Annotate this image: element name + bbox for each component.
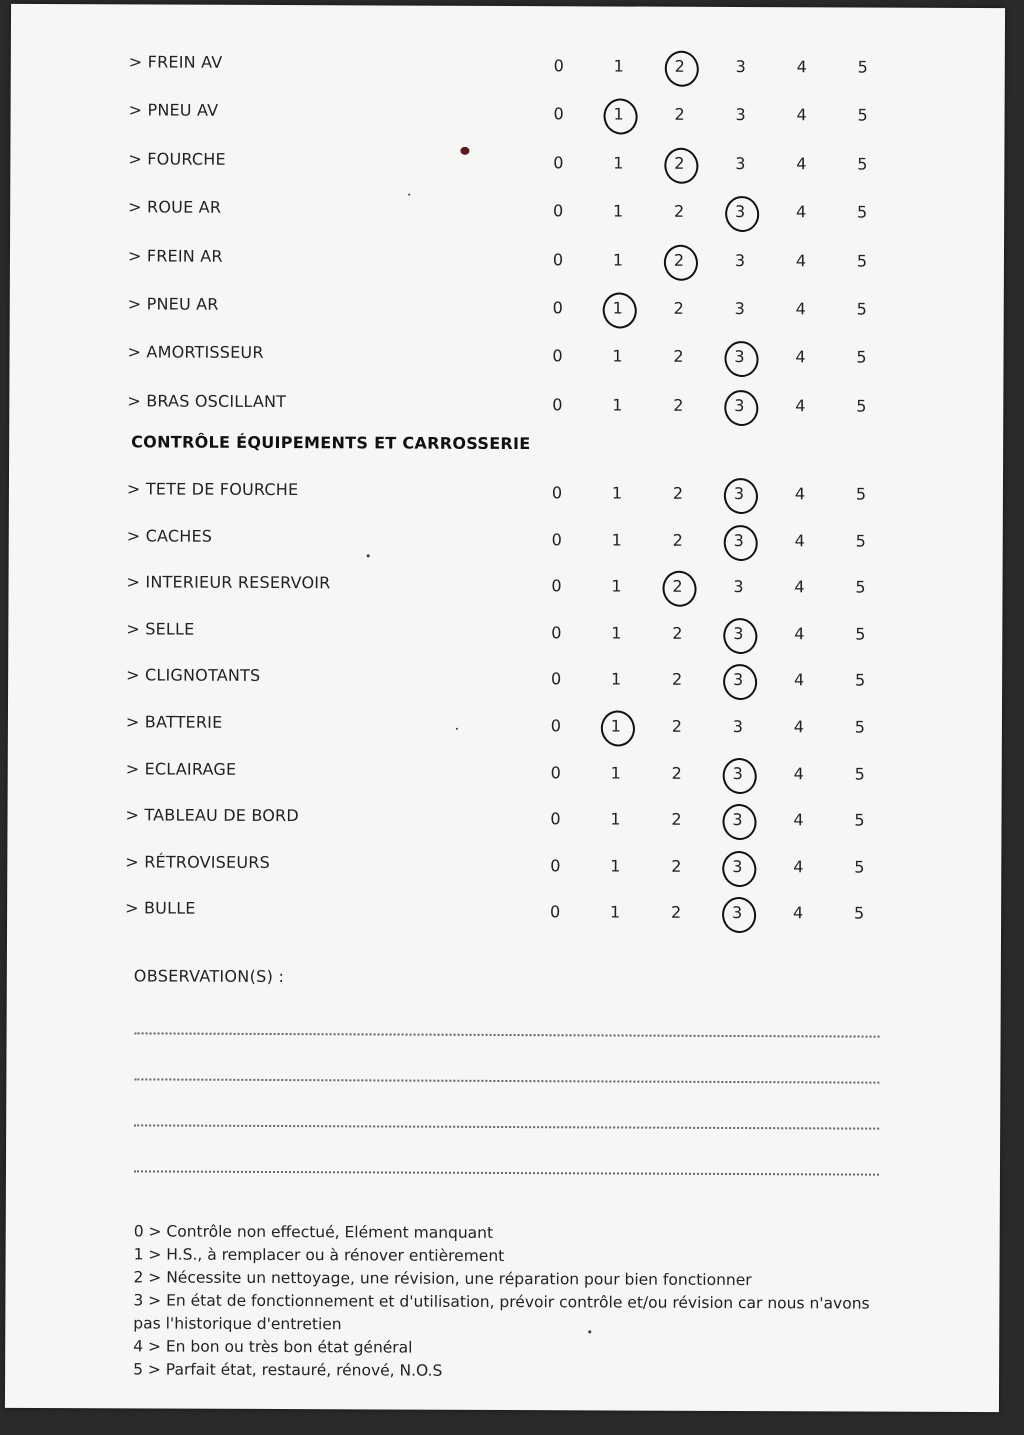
score-number: 1 [613,201,624,221]
score-option[interactable] [841,809,877,833]
score-number: 3 [735,202,746,222]
score-number: 2 [672,623,683,643]
score-option[interactable] [600,248,636,272]
score-option[interactable] [660,482,696,506]
score-option[interactable] [538,761,574,785]
rating-row [11,100,1005,132]
score-number: 1 [610,669,622,689]
rating-row [8,665,1002,697]
score-number: 3 [732,670,744,690]
rating-row [7,852,1001,884]
score-number: 4 [794,624,805,644]
rating-row [9,479,1003,511]
legend-line: 5 > Parfait état, restauré, rénové, N.O.S [133,1360,443,1380]
score-number: 3 [734,250,746,270]
legend-line: 3 > En état de fonctionnement et d'utilisation, prévoir contrôle et/ou révision car nous n'avons pas l'historique d'entretien [133,1291,870,1334]
score-number: 4 [796,202,807,222]
score-option[interactable] [598,575,634,599]
score-number: 5 [857,57,868,77]
score-number: 5 [855,484,867,504]
rating-row [8,619,1002,651]
score-option[interactable] [782,529,818,553]
score-number: 2 [673,250,685,270]
score-number: 5 [857,202,868,222]
score-number: 0 [552,249,564,269]
score-circled[interactable] [661,151,697,175]
score-circled[interactable] [719,901,755,925]
score-option[interactable] [540,151,576,175]
score-number: 1 [612,346,623,366]
score-number: 1 [609,902,621,922]
rating-row [9,342,1003,374]
score-number: 3 [734,298,745,319]
score-option[interactable] [537,807,573,831]
score-number: 4 [796,154,807,174]
score-option[interactable] [538,668,574,692]
score-option[interactable] [783,152,819,176]
score-circled[interactable] [720,668,756,692]
score-number: 1 [610,856,621,876]
score-number: 2 [671,716,683,736]
score-number: 0 [553,153,564,173]
score-option[interactable] [782,346,818,370]
rating-row [8,712,1002,744]
score-circled[interactable] [719,808,755,832]
score-option[interactable] [658,854,694,878]
score-option[interactable] [842,622,878,646]
score-number: 0 [552,298,563,318]
component-label: > FREIN AR [127,245,223,266]
score-option[interactable] [783,297,819,321]
score-option[interactable] [845,104,881,128]
score-option[interactable] [599,393,635,417]
rating-row [9,391,1003,423]
score-circled[interactable] [661,248,697,272]
score-number: 3 [735,153,746,173]
score-number: 3 [735,57,746,77]
legend-line: 2 > Nécessite un nettoyage, une révision, une réparation pour bien fonctionner [133,1268,752,1290]
score-number: 5 [856,299,867,319]
score-number: 2 [671,763,682,783]
score-option[interactable] [658,808,694,832]
score-number: 4 [792,903,804,923]
score-option[interactable] [661,297,697,321]
score-option[interactable] [539,393,575,417]
score-option[interactable] [597,901,633,925]
score-option[interactable] [540,248,576,272]
score-option[interactable] [538,714,574,738]
ink-speck [456,728,458,730]
score-number: 2 [674,201,685,221]
score-option[interactable] [539,345,575,369]
score-option[interactable] [781,669,817,693]
component-label: > BULLE [125,898,196,919]
score-number: 4 [795,396,806,416]
rating-row [7,805,1001,837]
score-option[interactable] [841,902,877,926]
score-number: 0 [550,762,561,782]
legend-line: 1 > H.S., à remplacer ou à rénover entièrement [133,1245,505,1266]
score-option[interactable] [844,297,880,321]
score-number: 5 [856,251,868,271]
score-number: 3 [732,856,743,876]
score-option[interactable] [601,54,637,78]
score-option[interactable] [660,528,696,552]
score-circled[interactable] [721,345,757,369]
score-number: 5 [855,577,866,597]
score-number: 4 [794,577,805,597]
score-option[interactable] [843,529,879,553]
score-option[interactable] [598,761,634,785]
score-number: 0 [549,902,561,922]
score-option[interactable] [537,901,573,925]
score-number: 2 [671,809,682,829]
score-option[interactable] [720,575,756,599]
score-number: 3 [734,347,745,367]
score-number: 2 [671,670,683,690]
rating-row [7,898,1001,930]
score-number: 2 [674,105,685,125]
score-number: 1 [610,809,621,829]
score-option[interactable] [843,346,879,370]
score-option[interactable] [537,854,573,878]
score-option[interactable] [780,902,816,926]
score-number: 5 [853,903,865,923]
score-number: 0 [551,483,563,503]
score-number: 3 [735,105,746,125]
score-number: 0 [550,716,562,736]
score-option[interactable] [843,394,879,418]
score-option[interactable] [660,393,696,417]
score-number: 5 [856,396,867,416]
score-option[interactable] [783,249,819,273]
score-number: 3 [732,763,743,783]
score-option[interactable] [540,296,576,320]
rating-row [10,149,1004,181]
score-number: 3 [731,903,743,923]
score-number: 5 [855,531,866,551]
score-option[interactable] [599,345,635,369]
score-number: 1 [611,483,623,503]
score-number: 1 [612,298,623,318]
score-circled[interactable] [720,762,756,786]
component-label: > TABLEAU DE BORD [125,805,299,826]
score-number: 4 [794,484,806,504]
score-option[interactable] [538,574,574,598]
score-circled[interactable] [601,103,637,127]
component-label: > INTERIEUR RESERVOIR [126,572,331,593]
score-number: 0 [550,855,561,876]
score-number: 4 [796,57,807,77]
score-option[interactable] [844,152,880,176]
score-option[interactable] [783,200,819,224]
component-label: > ECLAIRAGE [125,758,237,779]
score-number: 2 [674,56,685,76]
score-number: 5 [854,857,865,877]
score-option[interactable] [842,669,878,693]
score-option[interactable] [659,761,695,785]
score-option[interactable] [842,576,878,600]
score-number: 5 [854,764,865,784]
component-label: > AMORTISSEUR [127,342,264,363]
observation-line [134,1170,879,1175]
score-option[interactable] [658,901,694,925]
score-number: 5 [857,154,868,174]
component-label: > BATTERIE [125,712,223,732]
score-circled[interactable] [721,394,757,418]
score-option[interactable] [659,621,695,645]
score-number: 0 [552,395,563,415]
score-number: 1 [613,56,624,76]
score-number: 1 [610,716,622,736]
rating-row [8,572,1002,604]
score-option[interactable] [598,621,634,645]
component-label: > FOURCHE [128,149,226,169]
score-circled[interactable] [659,575,695,599]
score-number: 3 [734,395,745,415]
legend-line: 0 > Contrôle non effectué, Elément manquant [133,1222,494,1242]
score-number: 0 [551,529,562,549]
score-number: 2 [672,530,683,550]
score-number: 0 [551,622,562,643]
score-number: 3 [732,716,744,737]
section-title: CONTRÔLE ÉQUIPEMENTS ET CARROSSERIE [131,432,531,454]
score-option[interactable] [662,103,698,127]
score-option[interactable] [659,715,695,739]
score-option[interactable] [722,249,758,273]
score-number: 0 [550,669,562,689]
ink-speck [460,147,469,155]
score-option[interactable] [841,855,877,879]
score-number: 4 [795,347,806,367]
score-number: 2 [670,903,682,923]
score-option[interactable] [780,855,816,879]
score-option[interactable] [539,481,575,505]
component-label: > CACHES [126,525,213,546]
component-label: > ROUE AR [128,197,222,217]
observations-label: OBSERVATION(S) : [133,966,285,987]
ink-speck [367,554,370,557]
inspection-sheet [5,4,1005,1412]
score-number: 1 [610,763,621,783]
score-option[interactable] [842,762,878,786]
score-option[interactable] [782,394,818,418]
score-option[interactable] [600,151,636,175]
score-number: 0 [553,201,564,221]
score-number: 3 [733,530,744,550]
chassis-rows [11,4,1005,416]
legend-line: 4 > En bon ou très bon état général [133,1337,413,1357]
score-option[interactable] [540,199,576,223]
score-number: 3 [733,623,744,643]
score-number: 5 [854,810,865,830]
score-option[interactable] [659,668,695,692]
rating-row [9,525,1003,557]
score-option[interactable] [722,297,758,321]
score-legend [133,1220,894,1384]
score-number: 2 [674,153,685,173]
rating-row [11,52,1005,84]
score-number: 4 [793,857,804,877]
score-circled[interactable] [600,296,636,320]
score-option[interactable] [539,528,575,552]
score-option[interactable] [541,103,577,127]
rating-row [8,758,1002,790]
score-number: 4 [793,810,804,830]
score-number: 1 [611,530,622,550]
score-option[interactable] [600,200,636,224]
score-number: 4 [793,763,804,783]
component-label: > CLIGNOTANTS [126,665,261,686]
score-number: 1 [613,153,624,173]
score-option[interactable] [780,808,816,832]
score-circled[interactable] [720,622,756,646]
score-number: 0 [553,56,564,76]
score-number: 0 [550,809,561,829]
score-option[interactable] [660,345,696,369]
score-option[interactable] [844,249,880,273]
rating-row [10,294,1004,326]
score-number: 2 [673,395,684,415]
component-label: > TETE DE FOURCHE [126,479,299,500]
score-number: 0 [552,346,563,366]
score-number: 5 [857,105,868,125]
rating-row [10,197,1004,229]
score-circled[interactable] [722,200,758,224]
score-option[interactable] [599,481,635,505]
score-option[interactable] [843,482,879,506]
ink-speck [408,194,410,196]
score-number: 4 [794,530,805,550]
score-option[interactable] [661,200,697,224]
observation-line [134,1078,879,1083]
score-number: 2 [672,576,683,596]
score-number: 5 [854,717,866,737]
score-option[interactable] [723,103,759,127]
score-option[interactable] [598,668,634,692]
score-option[interactable] [597,808,633,832]
score-number: 3 [732,810,743,830]
rating-row [10,245,1004,277]
score-number: 1 [613,104,624,124]
score-number: 2 [673,347,684,367]
component-label: > PNEU AR [127,294,219,314]
score-number: 1 [612,395,623,415]
score-number: 5 [855,624,866,644]
score-option[interactable] [845,55,881,79]
score-number: 1 [611,576,622,596]
component-label: > FREIN AV [128,52,223,72]
score-number: 4 [795,250,807,270]
score-circled[interactable] [719,855,755,879]
score-number: 5 [856,347,867,367]
score-number: 4 [796,105,807,125]
score-option[interactable] [599,528,635,552]
score-number: 0 [551,576,562,596]
component-label: > BRAS OSCILLANT [127,391,287,411]
score-circled[interactable] [598,714,634,738]
score-option[interactable] [781,575,817,599]
score-option[interactable] [720,715,756,739]
observation-line [135,1032,880,1037]
score-option[interactable] [538,621,574,645]
score-option[interactable] [781,762,817,786]
score-number: 3 [733,577,744,597]
score-option[interactable] [781,622,817,646]
score-circled[interactable] [721,482,757,506]
score-option[interactable] [541,54,577,78]
score-number: 2 [671,856,682,876]
score-number: 0 [553,104,564,124]
score-option[interactable] [781,715,817,739]
score-option[interactable] [784,104,820,128]
score-number: 4 [793,670,805,690]
score-number: 3 [733,483,745,504]
score-number: 1 [612,250,624,270]
score-option[interactable] [784,55,820,79]
score-circled[interactable] [662,55,698,79]
score-option[interactable] [842,715,878,739]
score-number: 5 [854,670,866,690]
component-label: > SELLE [126,619,195,639]
score-number: 4 [793,717,805,737]
score-circled[interactable] [721,529,757,553]
score-number: 1 [611,623,622,643]
score-number: 2 [673,298,684,318]
score-option[interactable] [723,55,759,79]
ink-speck [588,1330,591,1333]
observation-line [134,1124,879,1129]
component-label: > RÉTROVISEURS [125,852,271,872]
score-number: 2 [672,483,684,503]
score-option[interactable] [597,854,633,878]
score-number: 4 [795,299,806,319]
score-option[interactable] [722,152,758,176]
score-option[interactable] [844,201,880,225]
component-label: > PNEU AV [128,100,219,121]
score-option[interactable] [782,482,818,506]
